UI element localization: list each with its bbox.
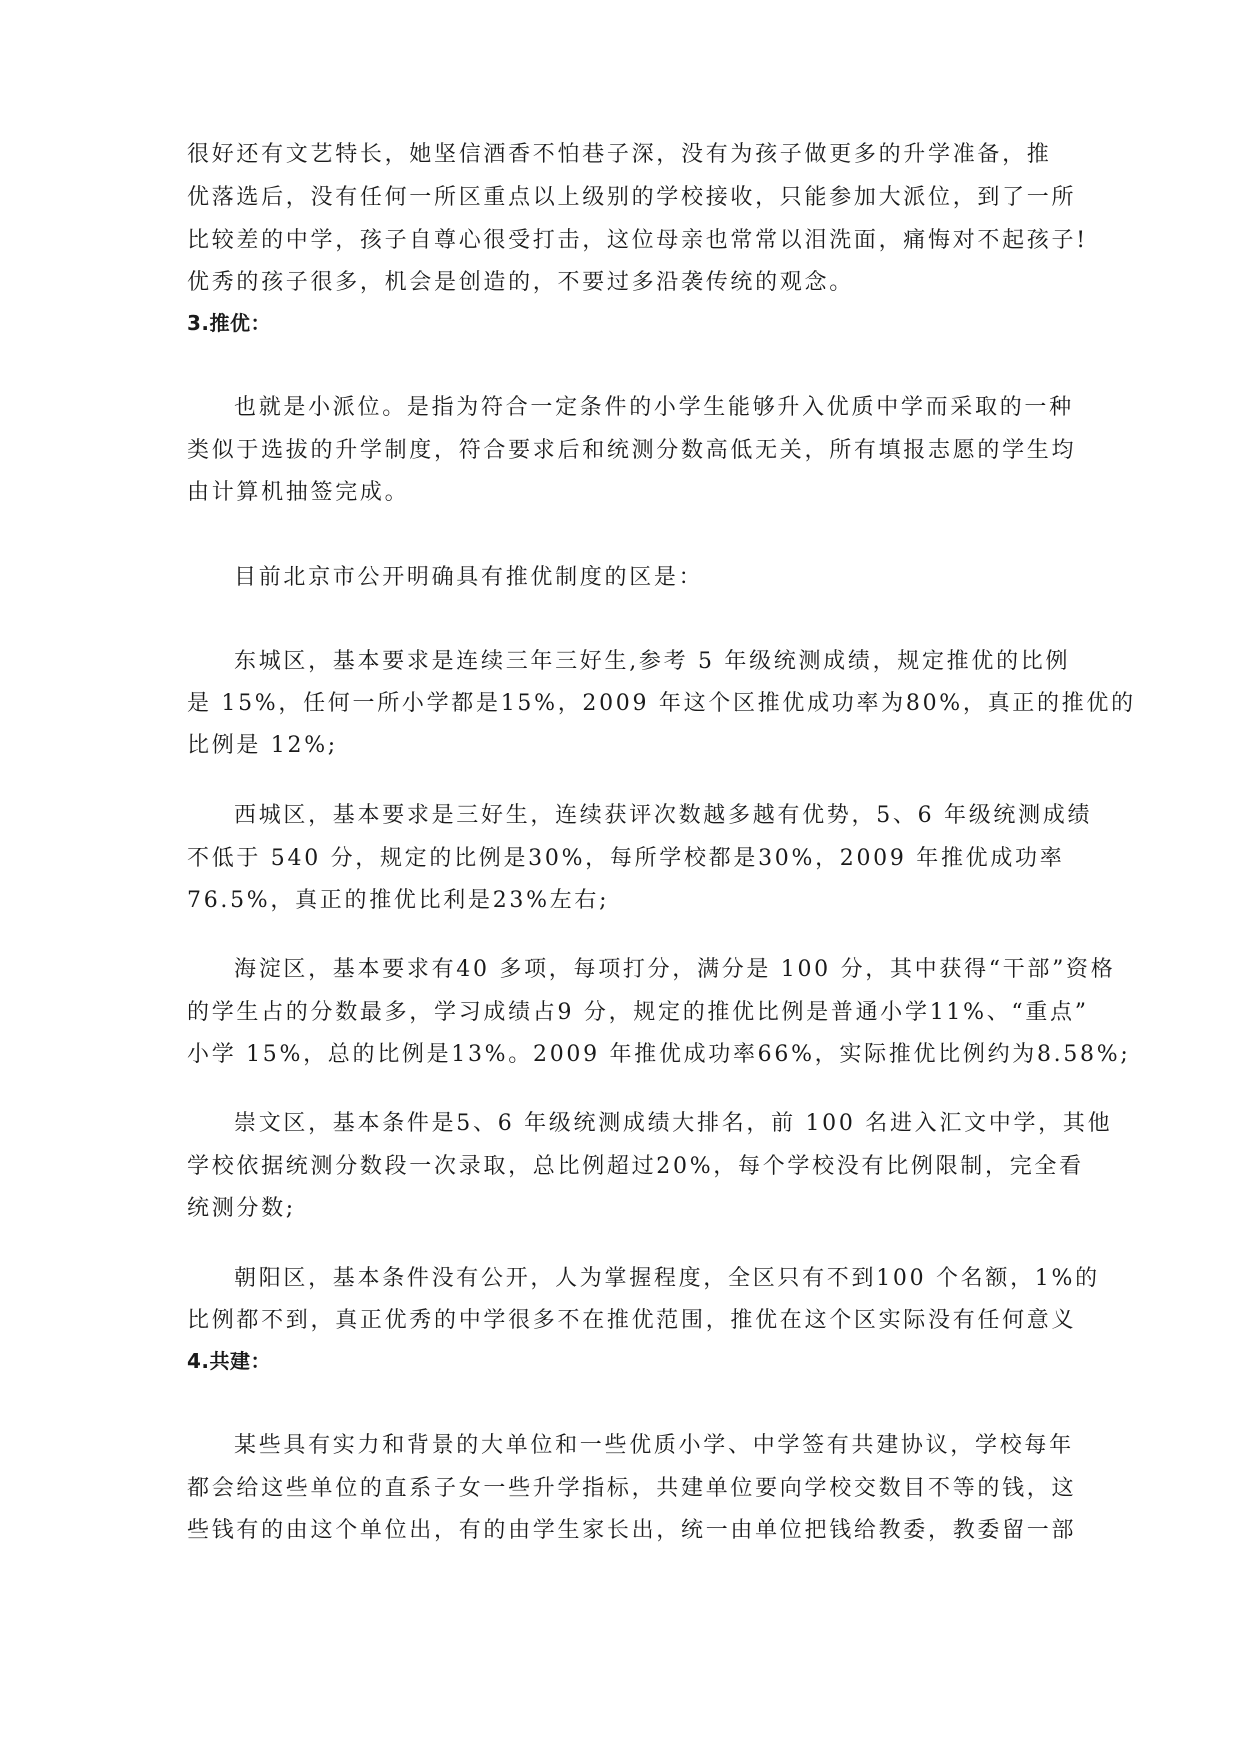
paragraph-line: 是 15%，任何一所小学都是15%，2009 年这个区推优成功率为80%，真正的推优的 bbox=[187, 691, 1136, 716]
paragraph-line: 都会给这些单位的直系子女一些升学指标，共建单位要向学校交数目不等的钱，这 bbox=[187, 1476, 1077, 1501]
paragraph-line: 比例是 12%; bbox=[187, 733, 338, 758]
intro-line: 优落选后，没有任何一所区重点以上级别的学校接收，只能参加大派位，到了一所 bbox=[187, 185, 1077, 210]
paragraph-line: 西城区，基本要求是三好生，连续获评次数越多越有优势，5、6 年级统测成绩 bbox=[234, 803, 1093, 828]
paragraph-line: 目前北京市公开明确具有推优制度的区是： bbox=[234, 565, 704, 590]
paragraph-line: 某些具有实力和背景的大单位和一些优质小学、中学签有共建协议，学校每年 bbox=[234, 1433, 1074, 1458]
paragraph-line: 也就是小派位。是指为符合一定条件的小学生能够升入优质中学而采取的一种 bbox=[234, 395, 1074, 420]
paragraph-line: 崇文区，基本条件是5、6 年级统测成绩大排名，前 100 名进入汇文中学，其他 bbox=[234, 1111, 1113, 1136]
intro-line: 很好还有文艺特长，她坚信酒香不怕巷子深，没有为孩子做更多的升学准备，推 bbox=[187, 142, 1052, 167]
paragraph-line: 海淀区，基本要求有40 多项，每项打分，满分是 100 分，其中获得“干部”资格 bbox=[234, 957, 1116, 982]
intro-line: 比较差的中学，孩子自尊心很受打击，这位母亲也常常以泪洗面，痛悔对不起孩子! bbox=[187, 228, 1088, 253]
paragraph-line: 的学生占的分数最多，学习成绩占9 分，规定的推优比例是普通小学11%、“重点” bbox=[187, 1000, 1089, 1025]
paragraph-line: 统测分数; bbox=[187, 1196, 296, 1221]
paragraph-line: 不低于 540 分，规定的比例是30%，每所学校都是30%，2009 年推优成功率 bbox=[187, 846, 1065, 871]
paragraph-line: 类似于选拔的升学制度，符合要求后和统测分数高低无关，所有填报志愿的学生均 bbox=[187, 438, 1077, 463]
paragraph-line: 学校依据统测分数段一次录取，总比例超过20%，每个学校没有比例限制，完全看 bbox=[187, 1154, 1084, 1179]
paragraph-line: 76.5%，真正的推优比利是23%左右; bbox=[187, 888, 610, 913]
section-heading: 4.共建： bbox=[187, 1349, 272, 1373]
paragraph-line: 小学 15%，总的比例是13%。2009 年推优成功率66%，实际推优比例约为8.58%; bbox=[187, 1042, 1131, 1067]
section-heading: 3.推优： bbox=[187, 311, 272, 335]
paragraph-line: 些钱有的由这个单位出，有的由学生家长出，统一由单位把钱给教委，教委留一部 bbox=[187, 1518, 1077, 1543]
paragraph-line: 比例都不到，真正优秀的中学很多不在推优范围，推优在这个区实际没有任何意义 bbox=[187, 1308, 1077, 1333]
paragraph-line: 由计算机抽签完成。 bbox=[187, 480, 410, 505]
paragraph-line: 东城区，基本要求是连续三年三好生,参考 5 年级统测成绩，规定推优的比例 bbox=[234, 649, 1071, 674]
intro-line: 优秀的孩子很多，机会是创造的，不要过多沿袭传统的观念。 bbox=[187, 270, 854, 295]
paragraph-line: 朝阳区，基本条件没有公开，人为掌握程度，全区只有不到100 个名额，1%的 bbox=[234, 1266, 1100, 1291]
